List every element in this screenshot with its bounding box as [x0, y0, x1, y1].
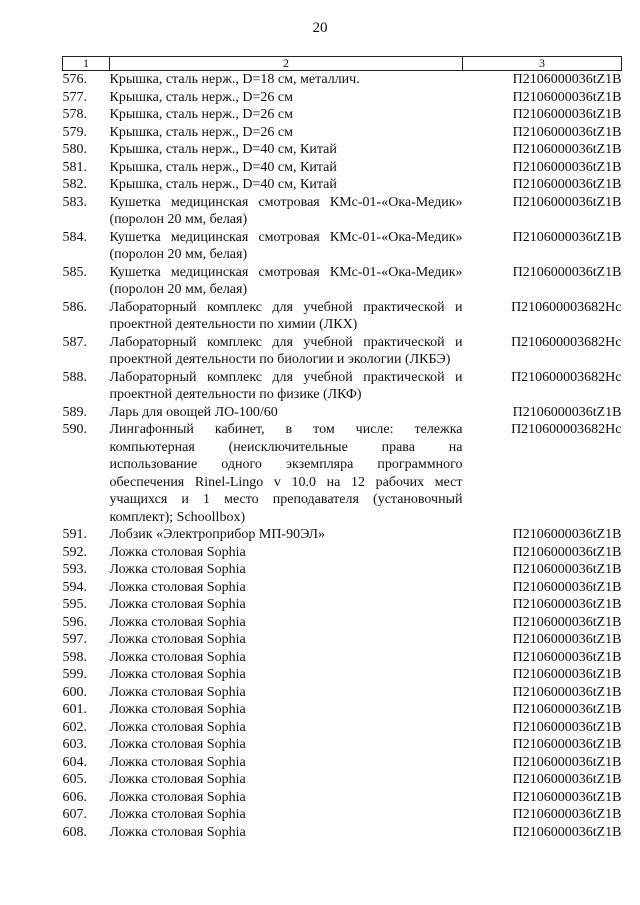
- table-row: [63, 719, 622, 737]
- item-number: 607.: [62, 807, 87, 822]
- inventory-table: [62, 56, 622, 841]
- table-row: [63, 579, 622, 597]
- item-description: Крышка, сталь нерж., D=40 см, Китай: [109, 159, 337, 175]
- item-code: П2106000036tZ1B: [512, 824, 622, 840]
- item-number: 600.: [62, 684, 87, 700]
- table-row: [63, 684, 622, 702]
- item-code: П2106000036tZ1B: [512, 597, 622, 612]
- item-description: Ложка столовая Sophia: [109, 614, 246, 630]
- table-row: [63, 754, 622, 772]
- table-row: [63, 229, 622, 264]
- item-code: П2106000036tZ1B: [512, 124, 622, 140]
- item-number: 596.: [62, 614, 87, 630]
- item-description: Ложка столовая Sophia: [109, 562, 246, 577]
- table-header-row: [63, 57, 622, 71]
- column-header-1: 1: [63, 57, 110, 71]
- item-description: Ложка столовая Sophia: [109, 667, 246, 682]
- item-description: Ложка столовая Sophia: [109, 754, 246, 770]
- table-row: [63, 701, 622, 719]
- item-code: П2106000036tZ1B: [512, 264, 622, 280]
- item-description: Ложка столовая Sophia: [109, 719, 246, 735]
- item-code: П2106000036tZ1B: [512, 527, 622, 542]
- table-row: [63, 631, 622, 649]
- item-code: П2106000036tZ1B: [512, 229, 622, 245]
- item-description: Ложка столовая Sophia: [109, 824, 246, 840]
- table-row: [63, 404, 622, 422]
- table-row: [63, 369, 622, 404]
- item-description: Кушетка медицинская смотровая КМс-01-«Ока-Медик» (поролон 20 мм, белая): [109, 194, 463, 227]
- item-number: 595.: [62, 597, 87, 612]
- item-description: Ложка столовая Sophia: [109, 789, 246, 805]
- item-number: 606.: [62, 789, 87, 805]
- item-description: Крышка, сталь нерж., D=40 см, Китай: [109, 177, 337, 192]
- item-description: Крышка, сталь нерж., D=26 см: [109, 89, 293, 105]
- item-code: П210600003682Нс: [511, 369, 622, 385]
- item-code: П2106000036tZ1B: [512, 772, 622, 787]
- item-description: Ложка столовая Sophia: [109, 544, 246, 560]
- item-description: Ложка столовая Sophia: [109, 737, 246, 752]
- item-description: Ложка столовая Sophia: [109, 772, 246, 787]
- table-row: [63, 264, 622, 299]
- item-code: П2106000036tZ1B: [512, 159, 622, 175]
- item-description: Ложка столовая Sophia: [109, 632, 246, 647]
- item-number: 592.: [62, 544, 87, 560]
- item-number: 603.: [62, 737, 87, 752]
- item-description: Ложка столовая Sophia: [109, 597, 246, 612]
- item-code: П2106000036tZ1B: [512, 194, 622, 210]
- item-number: 598.: [62, 649, 87, 665]
- table-row: [63, 561, 622, 579]
- page-number: 20: [312, 20, 328, 36]
- table-row: [63, 194, 622, 229]
- item-number: 586.: [62, 299, 87, 315]
- item-description: Лабораторный комплекс для учебной практической и проектной деятельности по физике (ЛКФ): [109, 369, 463, 402]
- item-code: П2106000036tZ1B: [512, 632, 622, 647]
- table-row: [63, 736, 622, 754]
- item-description: Ложка столовая Sophia: [109, 684, 246, 700]
- item-code: П2106000036tZ1B: [512, 789, 622, 805]
- item-code: П2106000036tZ1B: [512, 684, 622, 700]
- table-row: [63, 124, 622, 142]
- item-description: Крышка, сталь нерж., D=40 см, Китай: [109, 142, 337, 157]
- item-number: 591.: [62, 527, 87, 542]
- item-code: П2106000036tZ1B: [512, 667, 622, 682]
- table-row: [63, 141, 622, 159]
- item-code: П2106000036tZ1B: [512, 702, 622, 717]
- item-number: 602.: [62, 719, 87, 735]
- item-number: 577.: [62, 89, 87, 105]
- item-code: П2106000036tZ1B: [512, 614, 622, 630]
- item-number: 589.: [62, 404, 87, 420]
- item-number: 580.: [62, 142, 87, 157]
- column-header-2: 2: [110, 57, 463, 71]
- item-number: 584.: [62, 229, 87, 245]
- item-code: П2106000036tZ1B: [512, 89, 622, 105]
- item-number: 587.: [62, 334, 87, 350]
- item-code: П2106000036tZ1B: [512, 579, 622, 595]
- item-description: Ложка столовая Sophia: [109, 649, 246, 665]
- item-number: 588.: [62, 369, 87, 385]
- item-description: Крышка, сталь нерж., D=26 см: [109, 107, 293, 122]
- item-description: Лингафонный кабинет, в том числе: тележка компьютерная (неисключительные права на использование одного экземпляра программного обеспечения Rinel-Lingo v 10.0 на 12 рабочих мест учащихся и 1 место преподавателя (установочный комплект); Schoollbox): [109, 422, 463, 525]
- table-row: [63, 666, 622, 684]
- table-body: [63, 71, 622, 842]
- item-number: 582.: [62, 177, 87, 192]
- item-code: П210600003682Нс: [511, 299, 622, 315]
- item-code: П210600003682Нс: [511, 334, 622, 350]
- item-code: П2106000036tZ1B: [512, 649, 622, 665]
- item-description: Крышка, сталь нерж., D=18 см, металлич.: [109, 72, 360, 87]
- item-number: 604.: [62, 754, 87, 770]
- item-number: 578.: [62, 107, 87, 122]
- item-code: П2106000036tZ1B: [512, 107, 622, 122]
- table-row: [63, 106, 622, 124]
- item-description: Крышка, сталь нерж., D=26 см: [109, 124, 293, 140]
- item-description: Ларь для овощей ЛО-100/60: [109, 404, 278, 420]
- item-number: 597.: [62, 632, 87, 647]
- table-row: [63, 614, 622, 632]
- item-description: Кушетка медицинская смотровая КМс-01-«Ока-Медик» (поролон 20 мм, белая): [109, 264, 463, 297]
- table-row: [63, 824, 622, 842]
- column-header-3: 3: [463, 57, 622, 71]
- table-header: [63, 57, 622, 71]
- item-code: П2106000036tZ1B: [512, 544, 622, 560]
- item-description: Лабораторный комплекс для учебной практической и проектной деятельности по биологии и экологии (ЛКБЭ): [109, 334, 463, 367]
- item-description: Лобзик «Электроприбор МП-90ЭЛ»: [109, 527, 325, 542]
- item-code: П2106000036tZ1B: [512, 719, 622, 735]
- item-description: Кушетка медицинская смотровая КМс-01-«Ока-Медик» (поролон 20 мм, белая): [109, 229, 463, 262]
- table-row: [63, 159, 622, 177]
- item-code: П2106000036tZ1B: [512, 142, 622, 157]
- table-row: [63, 806, 622, 824]
- table-row: [63, 526, 622, 544]
- table-row: [63, 176, 622, 194]
- item-number: 608.: [62, 824, 87, 840]
- item-number: 576.: [62, 72, 87, 87]
- item-number: 579.: [62, 124, 87, 140]
- item-code: П210600003682Нс: [511, 422, 622, 437]
- table-row: [63, 334, 622, 369]
- item-code: П2106000036tZ1B: [512, 737, 622, 752]
- item-number: 599.: [62, 667, 87, 682]
- table-row: [63, 789, 622, 807]
- item-description: Лабораторный комплекс для учебной практической и проектной деятельности по химии (ЛКХ): [109, 299, 463, 332]
- item-code: П2106000036tZ1B: [512, 754, 622, 770]
- item-code: П2106000036tZ1B: [512, 807, 622, 822]
- table-row: [63, 649, 622, 667]
- item-code: П2106000036tZ1B: [512, 404, 622, 420]
- item-number: 593.: [62, 562, 87, 577]
- table-row: [63, 299, 622, 334]
- item-description: Ложка столовая Sophia: [109, 702, 246, 717]
- item-code: П2106000036tZ1B: [512, 562, 622, 577]
- item-number: 581.: [62, 159, 87, 175]
- item-number: 605.: [62, 772, 87, 787]
- table-row: [63, 596, 622, 614]
- table-row: [63, 771, 622, 789]
- item-description: Ложка столовая Sophia: [109, 807, 246, 822]
- item-number: 594.: [62, 579, 87, 595]
- item-code: П2106000036tZ1B: [512, 177, 622, 192]
- item-number: 583.: [62, 194, 87, 210]
- item-description: Ложка столовая Sophia: [109, 579, 246, 595]
- table-row: [63, 544, 622, 562]
- item-number: 585.: [62, 264, 87, 280]
- item-code: П2106000036tZ1B: [512, 72, 622, 87]
- table-row: [63, 89, 622, 107]
- table-row: [63, 421, 622, 526]
- table-row: [63, 71, 622, 89]
- item-number: 601.: [62, 702, 87, 717]
- item-number: 590.: [62, 422, 87, 437]
